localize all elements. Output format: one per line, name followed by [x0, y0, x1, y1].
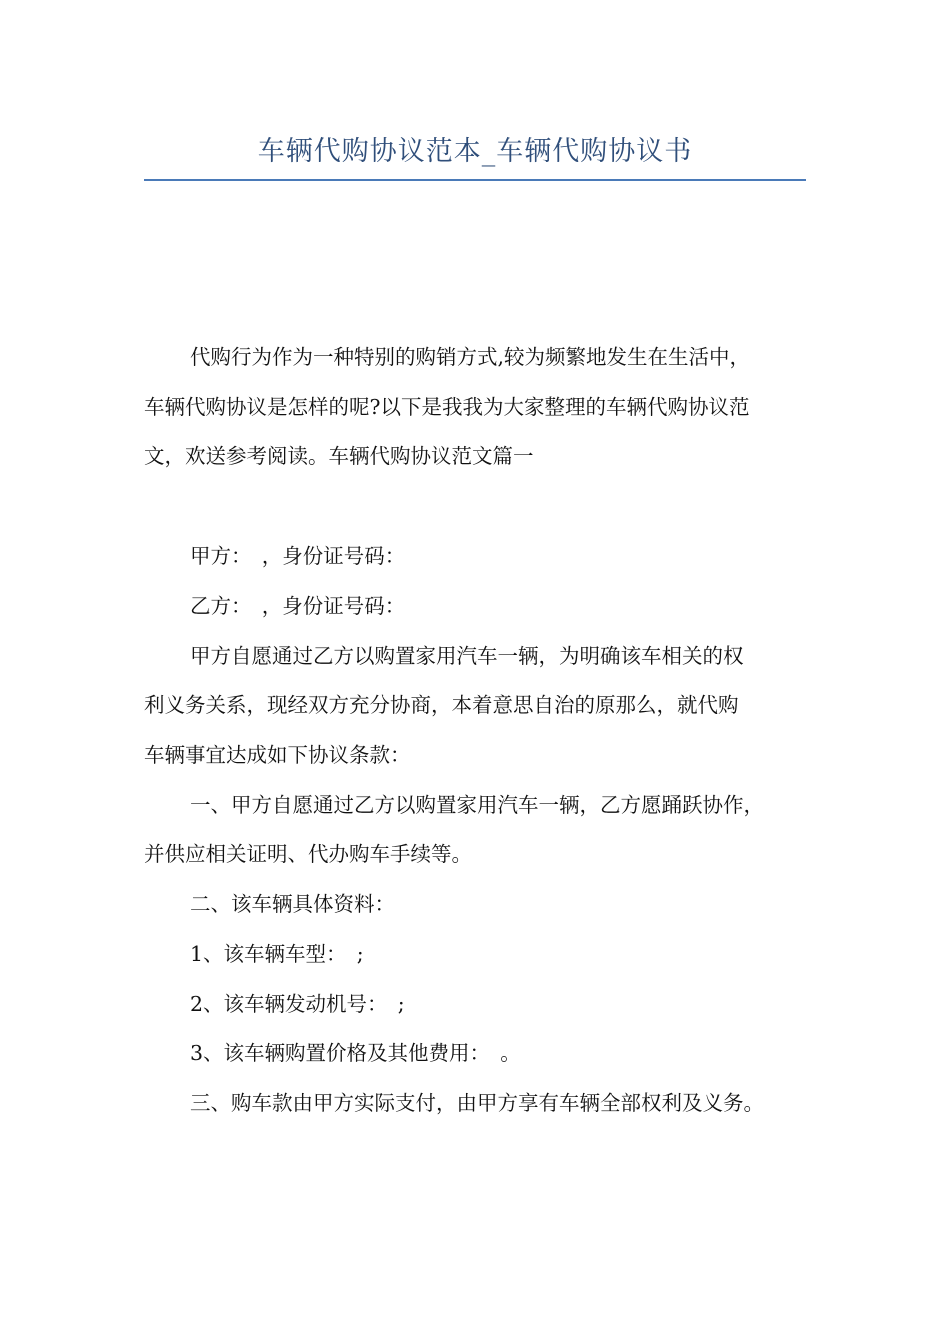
clause-2-heading: 二、该车辆具体资料： [190, 892, 395, 916]
clause-1-line-1: 一、甲方自愿通过乙方以购置家用汽车一辆，乙方愿踊跃协作， [190, 793, 764, 817]
preamble-line-2: 利义务关系，现经双方充分协商，本着意思自治的原那么，就代购 [144, 693, 739, 717]
clause-1-line-2: 并供应相关证明、代办购车手续等。 [144, 842, 472, 866]
intro-line-1: 代购行为作为一种特别的购销方式,较为频繁地发生在生活中， [190, 345, 751, 369]
clause-2-item-3: 3、该车辆购置价格及其他费用： 。 [190, 1041, 521, 1065]
preamble-line-3: 车辆事宜达成如下协议条款： [144, 743, 411, 767]
preamble-line-1: 甲方自愿通过乙方以购置家用汽车一辆，为明确该车相关的权 [190, 644, 744, 668]
party-b-line: 乙方： ，身份证号码： [190, 594, 406, 618]
party-a-line: 甲方： ，身份证号码： [190, 544, 406, 568]
clause-2-item-2: 2、该车辆发动机号： ; [190, 992, 405, 1016]
clause-2-item-1: 1、该车辆车型： ; [190, 942, 364, 966]
intro-line-2: 车辆代购协议是怎样的呢?以下是我我为大家整理的车辆代购协议范 [144, 395, 750, 419]
document-title: 车辆代购协议范本_车辆代购协议书 [257, 136, 693, 167]
title-underline [144, 179, 806, 181]
clause-3-line-1: 三、购车款由甲方实际支付，由甲方享有车辆全部权利及义务。 [190, 1091, 764, 1115]
intro-line-3: 文，欢送参考阅读。车辆代购协议范文篇一 [144, 444, 534, 468]
